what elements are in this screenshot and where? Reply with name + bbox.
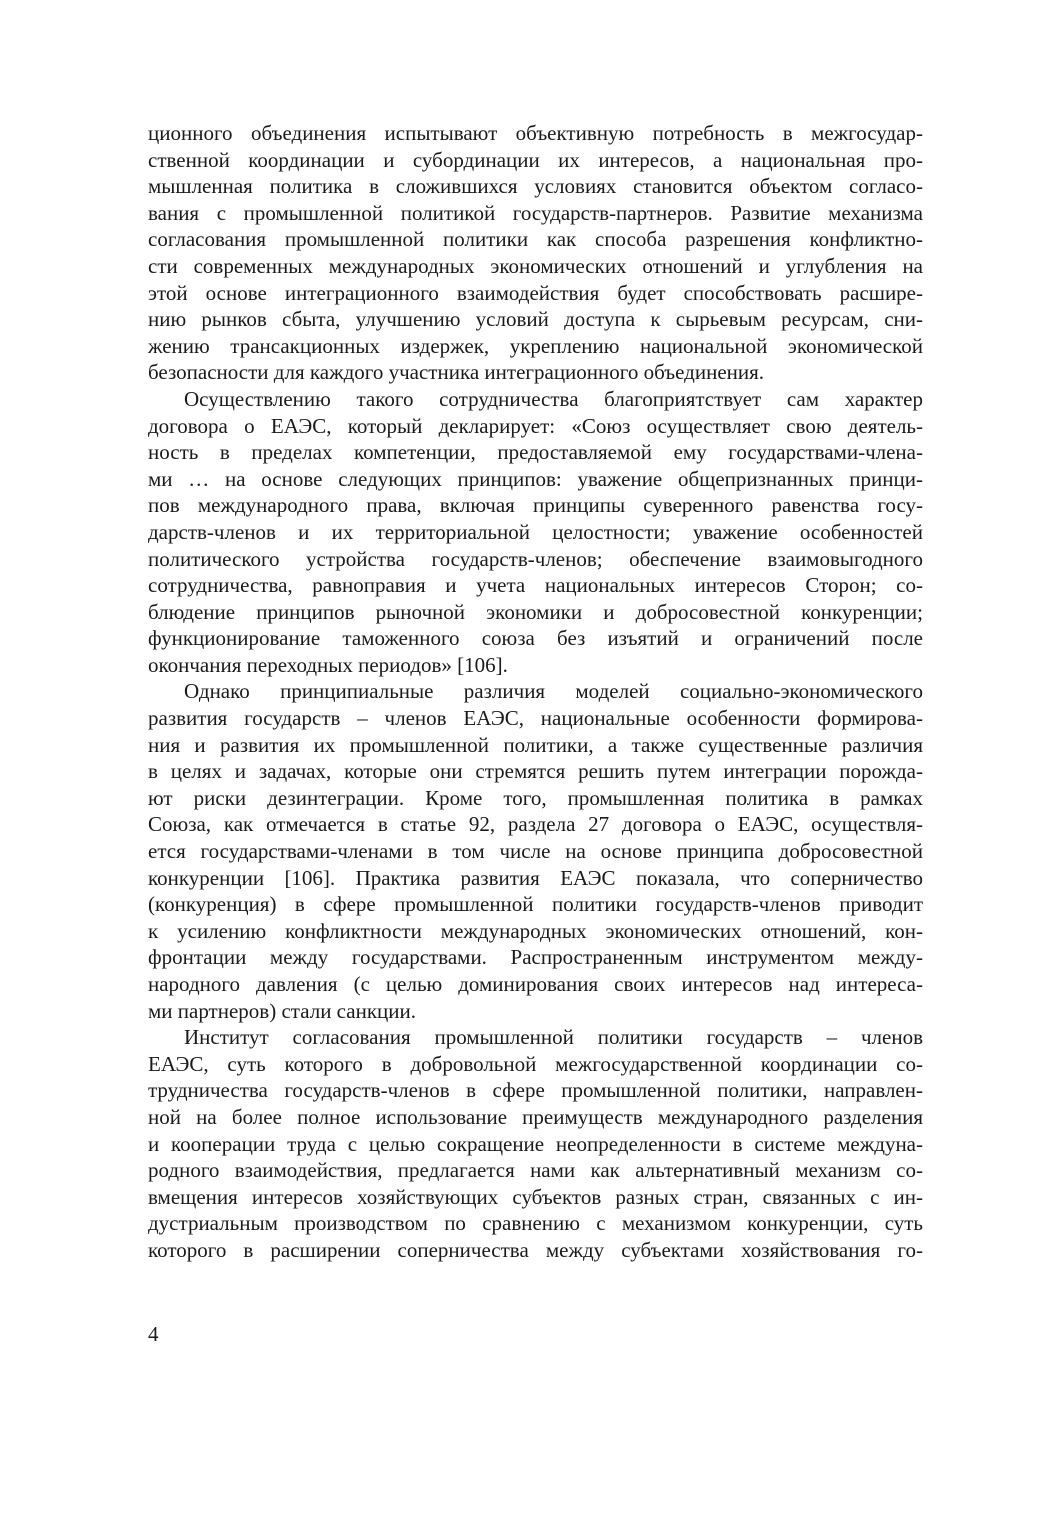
text-line: этой основе интеграционного взаимодействия будет способствовать расшире- [148, 280, 923, 305]
text-line: вания с промышленной политикой государств-партнеров. Развитие механизма [148, 200, 923, 225]
text-line: вмещения интересов хозяйствующих субъектов разных стран, связанных с ин- [148, 1184, 923, 1209]
text-line: народного давления (с целью доминирования своих интересов над интереса- [148, 972, 923, 996]
text-line: к усилению конфликтности международных экономических отношений, кон- [148, 918, 923, 943]
text-line: мышленная политика в сложившихся условиях становится объектом согласо- [148, 174, 923, 199]
text-line: ми партнеров) стали санкции. [148, 998, 416, 1023]
text-line: Союза, как отмечается в статье 92, раздела 27 договора о ЕАЭС, осуществля- [148, 812, 923, 837]
text-line: нию рынков сбыта, улучшению условий доступа к сырьевым ресурсам, сни- [148, 307, 923, 332]
text-line: Осуществлению такого сотрудничества благоприятствует сам характер [184, 386, 923, 411]
text-line: политического устройства государств-членов; обеспечение взаимовыгодного [148, 546, 923, 571]
text-line: фронтации между государствами. Распространенным инструментом между- [148, 945, 923, 970]
paragraph-3 [148, 678, 923, 1024]
text-line: Институт согласования промышленной политики государств – членов [184, 1025, 923, 1050]
text-line: конкуренции [106]. Практика развития ЕАЭС показала, что соперничество [148, 865, 923, 890]
text-line: ния и развития их промышленной политики, а также существенные различия [148, 732, 923, 757]
text-line: пов международного права, включая принципы суверенного равенства госу- [148, 493, 923, 518]
text-line: функционирование таможенного союза без изъятий и ограничений после [148, 626, 923, 651]
text-line: Однако принципиальные различия моделей социально-экономического [184, 679, 923, 704]
text-line: развития государств – членов ЕАЭС, национальные особенности формирова- [148, 706, 923, 731]
paragraph-2 [148, 386, 923, 679]
text-line: дарств-членов и их территориальной целостности; уважение особенностей [148, 519, 923, 544]
text-line: ность в пределах компетенции, предоставляемой ему государствами-члена- [148, 440, 923, 465]
text-line: ственной координации и субординации их интересов, а национальная про- [148, 147, 923, 172]
paragraph-4 [148, 1024, 923, 1263]
text-line: дустриальным производством по сравнению с механизмом конкуренции, суть [148, 1211, 923, 1236]
text-line: ется государствами-членами в том числе на основе принципа добросовестной [148, 839, 923, 864]
text-line: жению трансакционных издержек, укреплению национальной экономической [148, 333, 923, 358]
text-line: в целях и задачах, которые они стремятся решить путем интеграции порожда- [148, 759, 923, 784]
text-line: ми … на основе следующих принципов: уважение общепризнанных принци- [148, 466, 923, 491]
paragraph-1 [148, 120, 923, 386]
text-line: сотрудничества, равноправия и учета национальных интересов Сторон; со- [148, 573, 923, 598]
text-line: окончания переходных периодов» [106]. [148, 652, 508, 677]
text-line: которого в расширении соперничества между субъектами хозяйствования го- [148, 1237, 923, 1262]
text-line: сти современных международных экономических отношений и углубления на [148, 253, 923, 278]
text-line: безопасности для каждого участника интеграционного объединения. [148, 360, 765, 385]
text-line: родного взаимодействия, предлагается нами как альтернативный механизм со- [148, 1158, 923, 1183]
text-line: и кооперации труда с целью сокращение неопределенности в системе междуна- [148, 1131, 923, 1156]
body-text [148, 120, 923, 1264]
text-line: ционного объединения испытывают объективную потребность в межгосудар- [148, 121, 923, 145]
text-line: договора о ЕАЭС, который декларирует: «Союз осуществляет свою деятель- [148, 413, 923, 438]
page-number: 4 [148, 1322, 159, 1346]
text-line: ной на более полное использование преимуществ международного разделения [148, 1104, 923, 1129]
text-line: ЕАЭС, суть которого в добровольной межгосударственной координации со- [148, 1051, 923, 1076]
text-line: согласования промышленной политики как способа разрешения конфликтно- [148, 227, 923, 252]
text-line: ют риски дезинтеграции. Кроме того, промышленная политика в рамках [148, 785, 923, 810]
text-line: трудничества государств-членов в сфере промышленной политики, направлен- [148, 1078, 923, 1103]
text-line: (конкуренция) в сфере промышленной политики государств-членов приводит [148, 892, 923, 917]
text-line: блюдение принципов рыночной экономики и добросовестной конкуренции; [148, 599, 923, 624]
